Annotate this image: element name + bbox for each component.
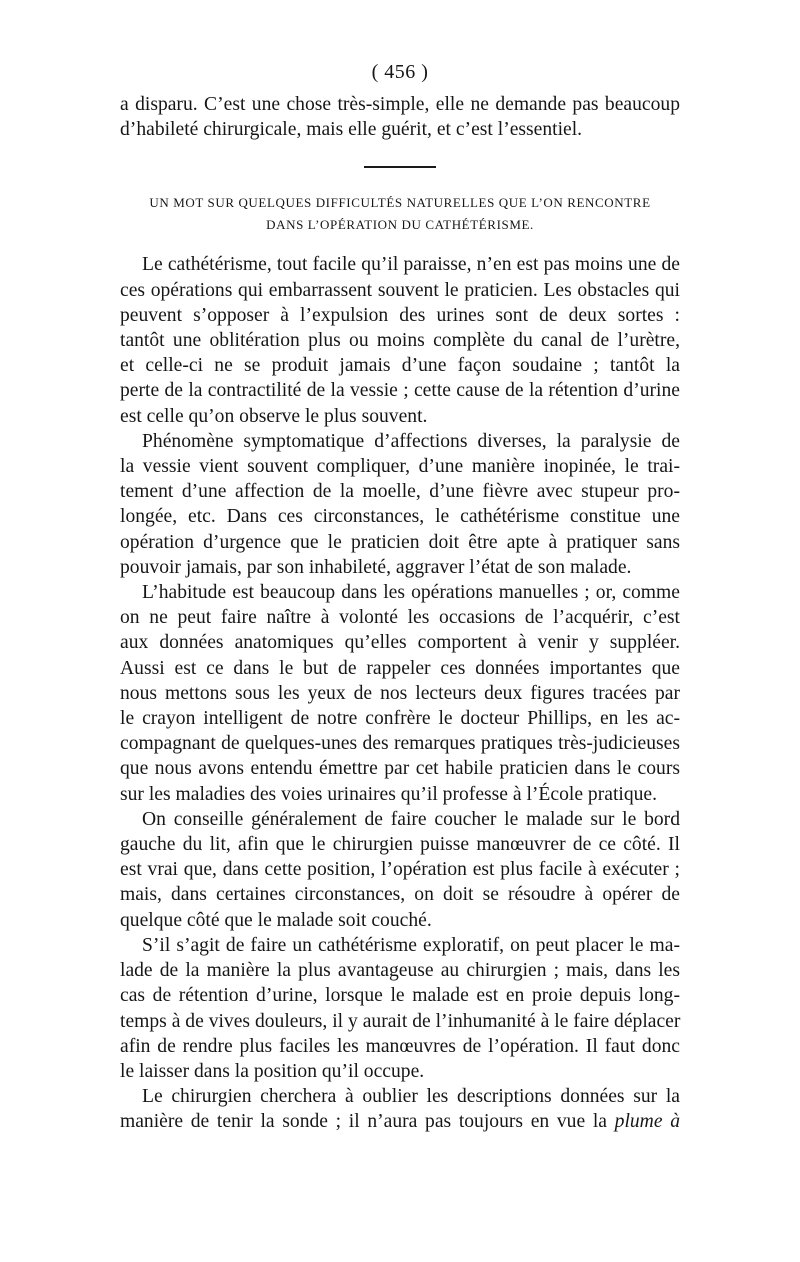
text-line: Phénomène symptomatique d’affections diverses, la paralysie de — [142, 430, 680, 452]
text-line: le laisser dans la position qu’il occupe. — [120, 1060, 425, 1082]
text-line: longée, etc. Dans ces circonstances, le cathétérisme constitue une — [120, 506, 680, 528]
text-line: mais, dans certaines circonstances, on doit se résoudre à opérer de — [120, 884, 680, 906]
text-line: le crayon intelligent de notre confrère le docteur Phillips, en les ac- — [120, 708, 680, 730]
text-line: que nous avons entendu émettre par cet habile praticien dans le cours — [120, 758, 680, 780]
text-line: cas de rétention d’urine, lorsque le malade est en proie depuis long- — [120, 985, 680, 1007]
body-paragraph — [120, 580, 680, 807]
text-line: compagnant de quelques-unes des remarques pratiques très-judicieuses — [120, 733, 680, 755]
text-line: nous mettons sous les yeux de nos lecteurs deux figures tracées par — [120, 682, 680, 704]
book-page — [120, 58, 680, 1135]
body-paragraph — [120, 1084, 680, 1134]
text-line: peuvent s’opposer à l’expulsion des urines sont de deux sortes : — [120, 304, 680, 326]
page-number: ( 456 ) — [371, 61, 429, 83]
text-line: temps à de vives douleurs, il y aurait de l’inhumanité à le faire déplacer — [120, 1010, 681, 1032]
section-title-line: DANS L’OPÉRATION DU CATHÉTÉRISME. — [266, 217, 534, 233]
text-line: aux données anatomiques qu’elles comportent à venir y suppléer. — [120, 632, 680, 654]
text-line: On conseille généralement de faire coucher le malade sur le bord — [142, 808, 680, 830]
text-line: tantôt une oblitération plus ou moins complète du canal de l’urètre, — [120, 330, 680, 352]
text-line: L’habitude est beaucoup dans les opérations manuelles ; or, comme — [142, 582, 680, 604]
text-line: perte de la contractilité de la vessie ; cette cause de la rétention d’urine — [120, 380, 680, 402]
text-line: quelque côté que le malade soit couché. — [120, 909, 432, 931]
text-line: est celle qu’on observe le plus souvent. — [120, 405, 428, 427]
body-paragraph — [120, 252, 680, 428]
text-line: S’il s’agit de faire un cathétérisme exploratif, on peut placer le ma- — [142, 934, 680, 956]
text-line: on ne peut faire naître à volonté les occasions de l’acquérir, c’est — [120, 607, 680, 629]
section-title-line: UN MOT SUR QUELQUES DIFFICULTÉS NATURELLES QUE L’ON RENCONTRE — [149, 195, 651, 211]
text-segment: manière de tenir la sonde ; il n’aura pas toujours en vue la — [120, 1111, 607, 1133]
text-line: Le chirurgien cherchera à oublier les descriptions données sur la — [142, 1086, 680, 1108]
text-line: pouvoir jamais, par son inhabileté, aggraver l’état de son malade. — [120, 556, 632, 578]
text-line: la vessie vient souvent compliquer, d’une manière inopinée, le trai- — [120, 456, 680, 478]
text-line: lade de la manière la plus avantageuse au chirurgien ; mais, dans les — [120, 960, 680, 982]
intro-paragraph — [120, 92, 680, 142]
text-line: gauche du lit, afin que le chirurgien puisse manœuvrer de ce côté. Il — [120, 834, 680, 856]
text-line: Aussi est ce dans le but de rappeler ces données importantes que — [120, 657, 680, 679]
text-line — [120, 1109, 680, 1134]
italic-text-segment: plume à — [614, 1111, 680, 1133]
text-line: sur les maladies des voies urinaires qu’il professe à l’École pratique. — [120, 783, 658, 805]
text-line: ces opérations qui embarrassent souvent le praticien. Les obstacles qui — [120, 279, 680, 301]
text-line: Le cathétérisme, tout facile qu’il paraisse, n’en est pas moins une de — [142, 254, 680, 276]
text-line: opération d’urgence que le praticien doit être apte à pratiquer sans — [120, 531, 680, 553]
text-line: et celle-ci ne se produit jamais d’une façon soudaine ; tantôt la — [120, 355, 680, 377]
text-line: afin de rendre plus faciles les manœuvres de l’opération. Il faut donc — [120, 1035, 680, 1057]
text-line: est vrai que, dans cette position, l’opération est plus facile à exécuter ; — [120, 859, 680, 881]
text-line: tement d’une affection de la moelle, d’une fièvre avec stupeur pro- — [120, 481, 680, 503]
body-paragraph — [120, 933, 680, 1084]
body-paragraph — [120, 429, 680, 580]
text-line: d’habileté chirurgicale, mais elle guérit, et c’est l’essentiel. — [120, 119, 583, 141]
text-line: a disparu. C’est une chose très-simple, elle ne demande pas beaucoup — [120, 94, 680, 115]
body-paragraph — [120, 807, 680, 933]
section-divider — [364, 166, 436, 168]
section-title — [120, 192, 680, 236]
